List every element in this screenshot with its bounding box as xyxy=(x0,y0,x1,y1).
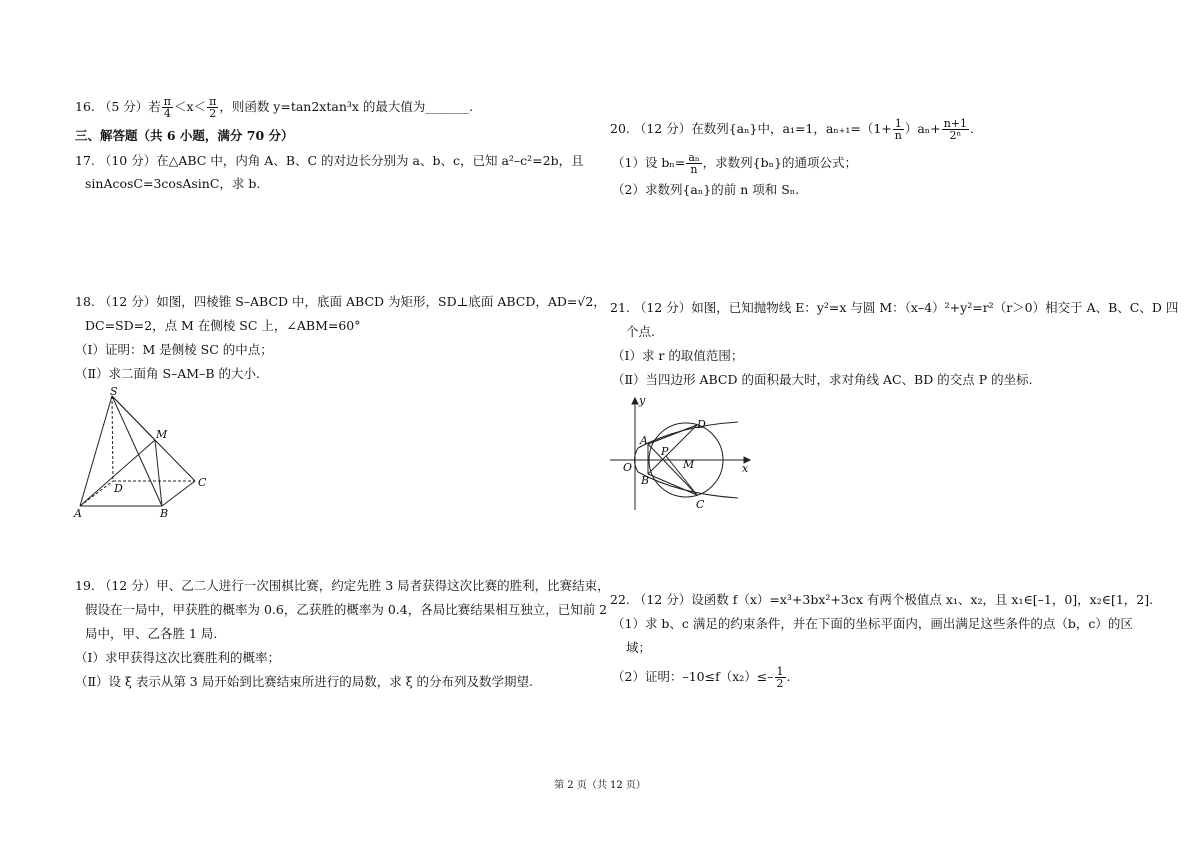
label-D: D xyxy=(697,418,706,431)
label-C: C xyxy=(696,498,705,511)
q21-line4: （Ⅱ）当四边形 ABCD 的面积最大时，求对角线 AC、BD 的交点 P 的坐标. xyxy=(612,372,1033,387)
label-C: C xyxy=(198,476,207,489)
q19-line1: 19. （12 分）甲、乙二人进行一次围棋比赛，约定先胜 3 局者获得这次比赛的胜利，比赛结束， xyxy=(75,578,610,593)
q17-line2: sinAcosC=3cosAsinC，求 b. xyxy=(85,176,261,191)
parabola-circle-figure xyxy=(608,394,758,512)
q19-line4: （I）求甲获得这次比赛胜利的概率； xyxy=(75,650,280,665)
q16-suffix: ，则函数 y=tan2xtan³x 的最大值为_______. xyxy=(219,99,474,114)
q19-line2: 假设在一局中，甲获胜的概率为 0.6，乙获胜的概率为 0.4，各局比赛结果相互独立，已知前 2 xyxy=(85,602,608,617)
q21-line2: 个点. xyxy=(626,324,655,339)
label-A: A xyxy=(74,507,82,520)
q16-frac2: $\frac{\pi}{2}$ xyxy=(209,95,217,120)
q22-line3: 域； xyxy=(626,640,652,655)
pyramid-figure xyxy=(70,386,220,521)
q17-line1: 17. （10 分）在△ABC 中，内角 A、B、C 的对边长分别为 a、b、c，已知 a²–c²=2b，且 xyxy=(75,153,584,168)
label-M: M xyxy=(683,458,695,471)
q16-prefix: 16. （5 分）若 xyxy=(75,99,161,114)
q18-line4: （Ⅱ）求二面角 S–AM–B 的大小. xyxy=(75,366,260,381)
q20-sub1: （1）设 bₙ= $\frac{\text{aₙ}}{n}$ ，求数列{bₙ}的通项公式； xyxy=(612,151,857,176)
q18-line2: DC=SD=2，点 M 在侧棱 SC 上，∠ABM=60° xyxy=(85,318,361,333)
label-A: A xyxy=(640,434,648,447)
q16-mid: ＜x＜ xyxy=(174,99,207,114)
q20-sub2: （2）求数列{aₙ}的前 n 项和 Sₙ. xyxy=(612,182,800,197)
label-D: D xyxy=(114,482,123,495)
page-footer: 第 2 页（共 12 页） xyxy=(554,780,646,791)
label-y: y xyxy=(639,394,646,407)
label-O: O xyxy=(623,461,633,474)
q18-line1: 18. （12 分）如图，四棱锥 S–ABCD 中，底面 ABCD 为矩形，SD⊥底面 ABCD，AD=√2， xyxy=(75,294,606,309)
q22-line1: 22. （12 分）设函数 f（x）=x³+3bx²+3cx 有两个极值点 x₁、x₂，且 x₁∈[–1，0]，x₂∈[1，2]. xyxy=(610,592,1154,607)
label-M: M xyxy=(156,428,168,441)
q16-frac1: $\frac{\pi}{4}$ xyxy=(163,95,172,120)
label-B: B xyxy=(160,507,169,520)
q19-line3: 局中，甲、乙各胜 1 局. xyxy=(85,626,218,641)
label-S: S xyxy=(110,386,118,398)
label-B: B xyxy=(641,474,650,487)
q21-line1: 21. （12 分）如图，已知抛物线 E：y²=x 与圆 M：（x–4）²+y²=r²（r＞0）相交于 A、B、C、D 四 xyxy=(610,300,1179,315)
q22-sub2: （2）证明：–10≤f（x₂）≤– $\frac{1}{2}$ . xyxy=(612,665,791,690)
q16 xyxy=(75,96,473,119)
section-heading: 三、解答题（共 6 小题，满分 70 分） xyxy=(75,128,294,143)
label-P: P xyxy=(661,445,669,458)
q20: 20. （12 分）在数列{aₙ}中，a₁=1，aₙ₊₁=（1+ $\frac{1}{n}$ ）aₙ+ $\frac{n+1}{\text{2ⁿ}}$ . xyxy=(610,117,974,142)
q18-line3: （I）证明：M 是侧棱 SC 的中点； xyxy=(75,342,273,357)
q19-line5: （Ⅱ）设 ξ 表示从第 3 局开始到比赛结束所进行的局数，求 ξ 的分布列及数学期望. xyxy=(75,674,534,689)
q21-line3: （Ⅰ）求 r 的取值范围； xyxy=(612,348,744,363)
q22-line2: （1）求 b、c 满足的约束条件，并在下面的坐标平面内，画出满足这些条件的点（b，c）的区 xyxy=(612,616,1133,631)
label-x: x xyxy=(742,462,749,475)
